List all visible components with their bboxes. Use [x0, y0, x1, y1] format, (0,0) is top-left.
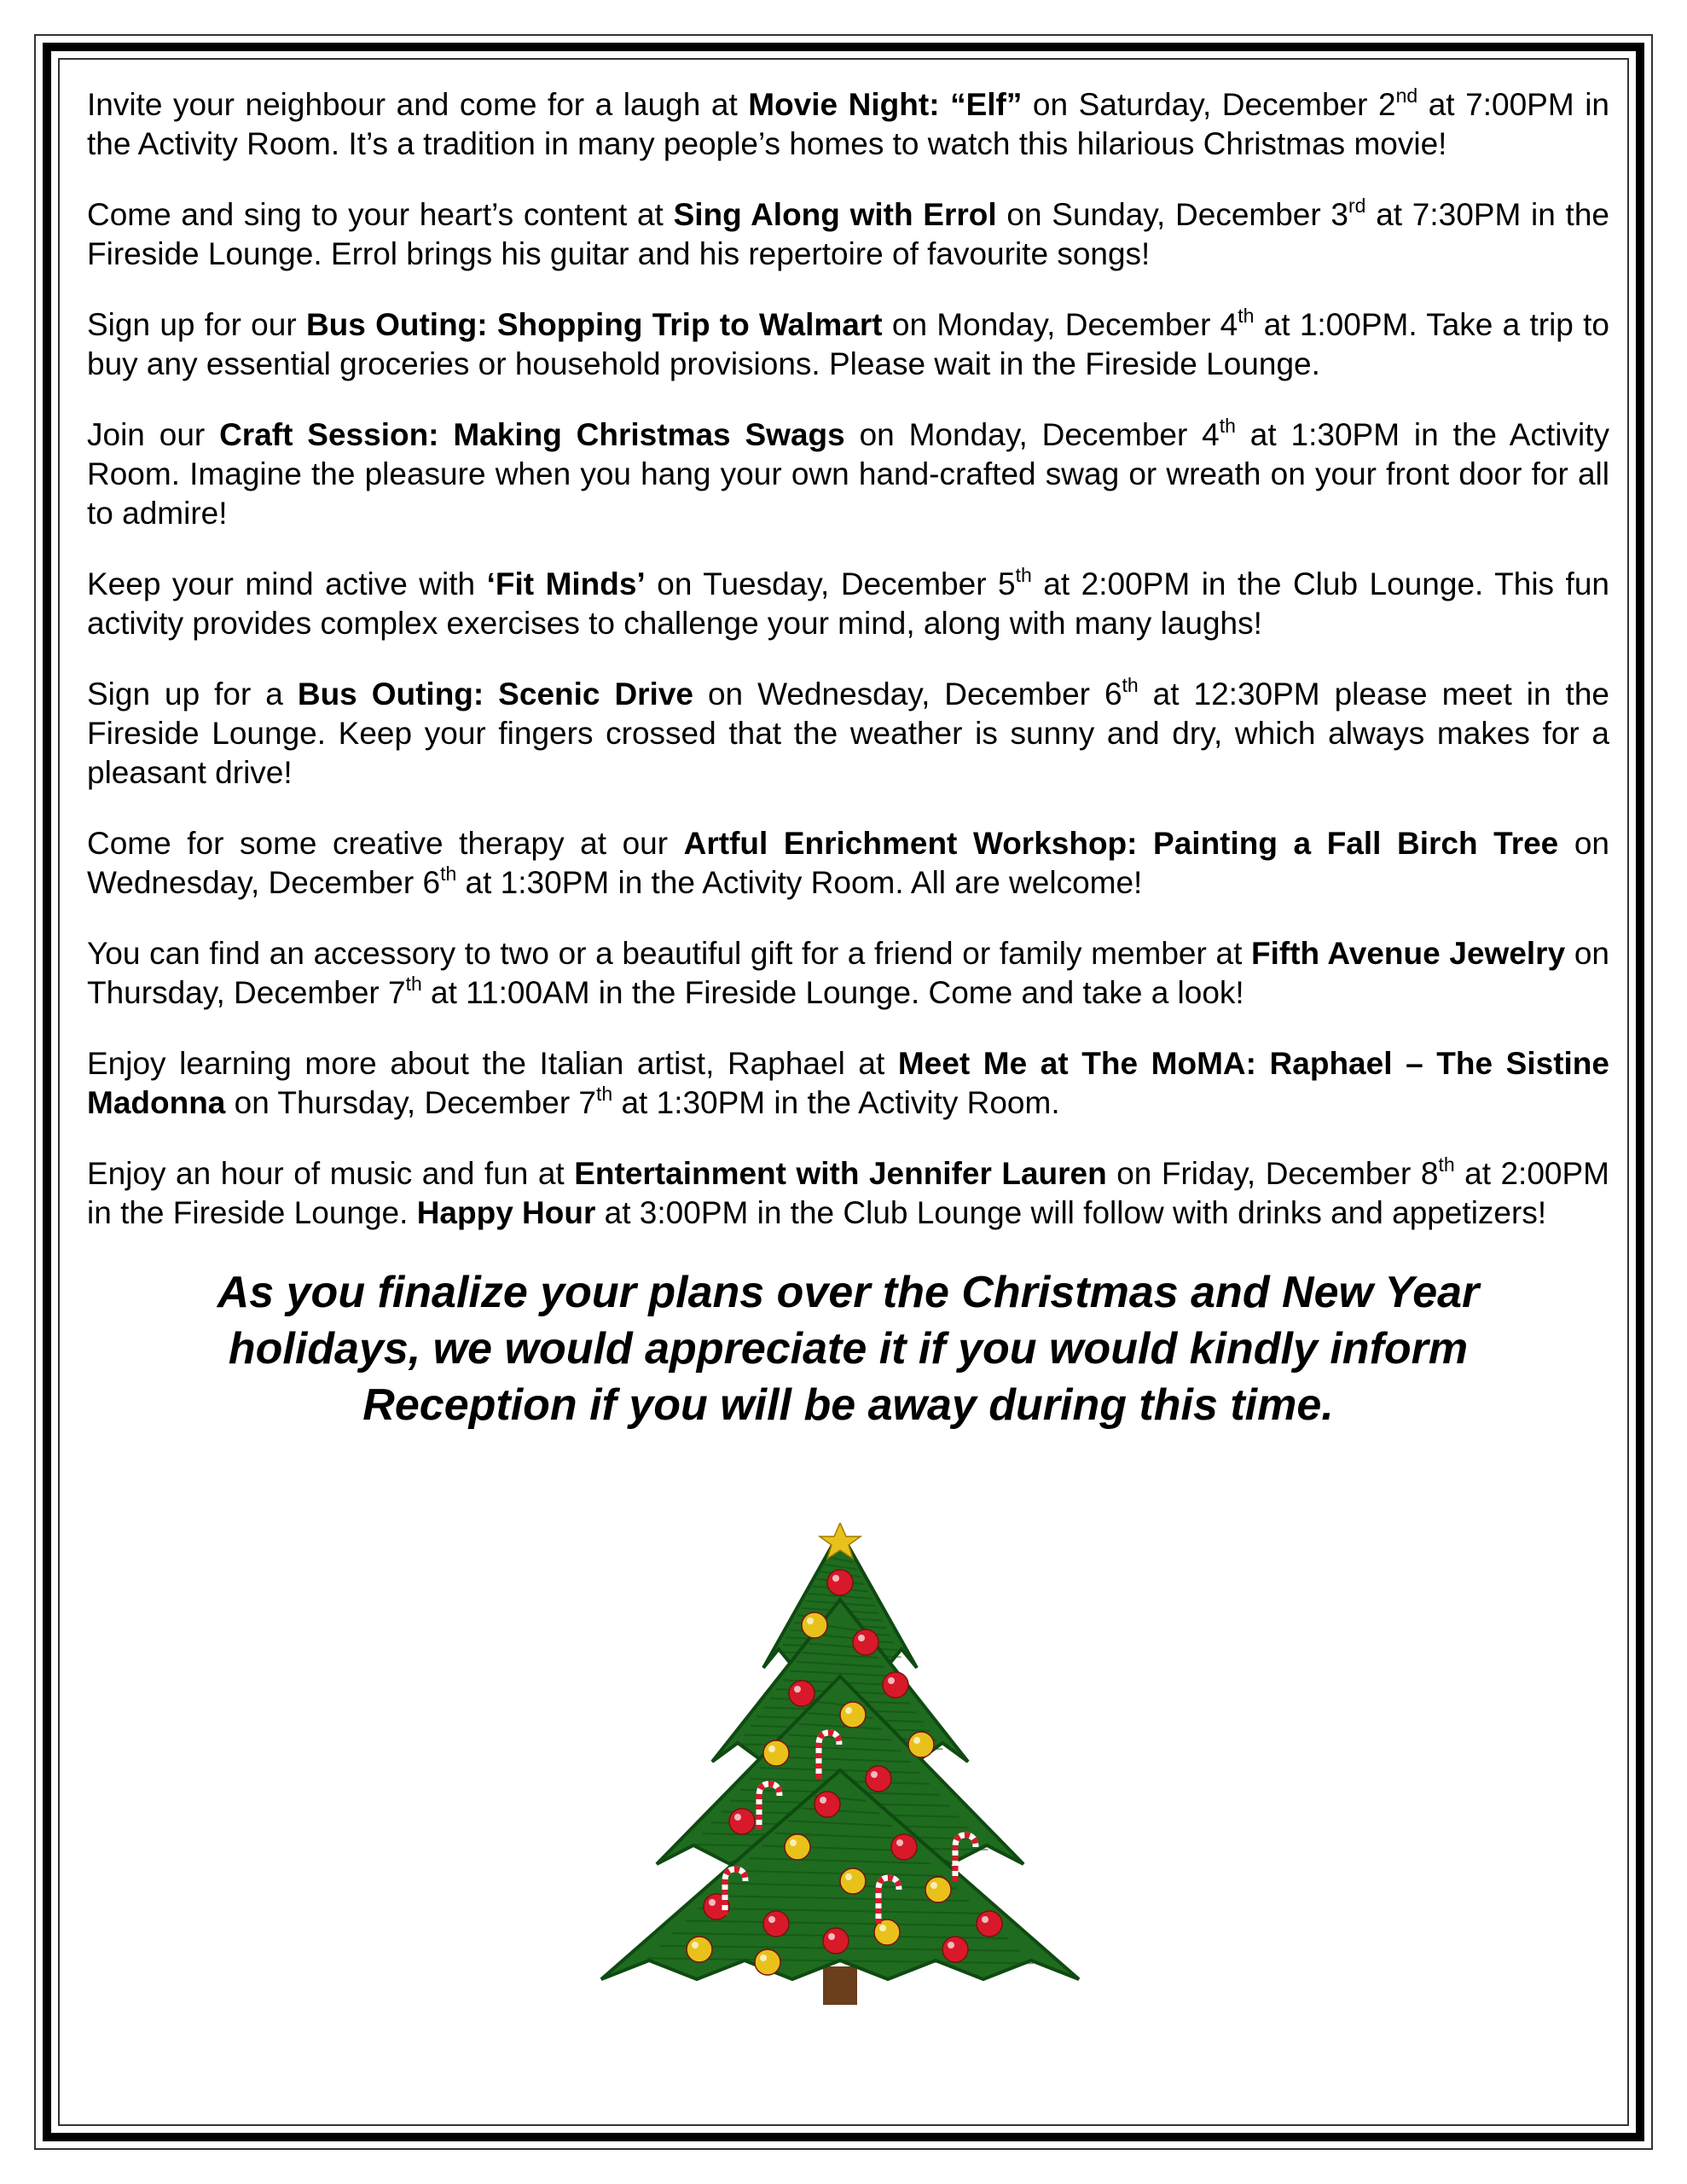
- ornament-ball: [802, 1612, 827, 1638]
- event-text: on Tuesday, December 5: [645, 566, 1016, 601]
- ornament-highlight: [790, 1839, 797, 1846]
- event-text: on Wednesday, December 6: [693, 677, 1122, 712]
- ornament-ball: [891, 1834, 917, 1860]
- event-title: Artful Enrichment Workshop: Painting a Fall Birch Tree: [683, 826, 1559, 861]
- notice-line-2: holidays, we would appreciate it if you would kindly inform: [228, 1324, 1469, 1374]
- event-text: on Sunday, December 3: [996, 197, 1349, 232]
- event-title: Movie Night: “Elf”: [748, 87, 1023, 122]
- date-ordinal-suffix: th: [1238, 304, 1255, 327]
- event-text: at 7:30PM in the Fireside Lounge. Errol brings his guitar and his repertoire of favourite songs!: [87, 197, 1609, 271]
- ornament-ball: [840, 1702, 866, 1728]
- ornament-ball: [977, 1911, 1002, 1937]
- event-text: at 2:00PM in the Fireside Lounge.: [87, 1156, 1609, 1230]
- event-title: Fifth Avenue Jewelry: [1251, 936, 1566, 971]
- event-paragraph: [87, 824, 1609, 903]
- ornament-ball: [942, 1937, 968, 1962]
- event-text: at 1:00PM. Take a trip to buy any essential groceries or household provisions. Please wait in the Fireside Lounge.: [87, 307, 1610, 381]
- ornament-highlight: [930, 1882, 937, 1889]
- event-text: at 12:30PM please meet in the Fireside Lounge. Keep your fingers crossed that the weather is sunny and dry, which always makes for a pleasant drive!: [87, 677, 1609, 790]
- event-text: on Wednesday, December 6: [87, 826, 1609, 900]
- ornament-highlight: [913, 1737, 920, 1744]
- event-title: Bus Outing: Scenic Drive: [297, 677, 693, 712]
- event-paragraph: [87, 934, 1609, 1013]
- event-text: Enjoy learning more about the Italian artist, Raphael at: [87, 1046, 898, 1081]
- ornament-highlight: [768, 1916, 775, 1923]
- event-text: at 1:30PM in the Activity Room. Imagine the pleasure when you hang your own hand-crafted swag or wreath on your front door for all to admire!: [87, 417, 1609, 531]
- ornament-ball: [789, 1681, 815, 1706]
- newsletter-content: [87, 85, 1609, 1433]
- event-text: Sign up for a: [87, 677, 298, 712]
- event-text: on Friday, December 8: [1106, 1156, 1439, 1191]
- ornament-highlight: [858, 1635, 865, 1641]
- event-text: on Thursday, December 7: [87, 936, 1609, 1010]
- ornament-ball: [687, 1937, 712, 1962]
- event-text: at 1:30PM in the Activity Room.: [612, 1085, 1060, 1120]
- ornament-highlight: [692, 1942, 699, 1949]
- event-text: at 1:30PM in the Activity Room. All are welcome!: [456, 865, 1143, 900]
- date-ordinal-suffix: th: [440, 862, 457, 885]
- ornament-highlight: [807, 1618, 814, 1624]
- ornament-ball: [815, 1792, 840, 1817]
- event-text: You can find an accessory to two or a beautiful gift for a friend or family member at: [87, 936, 1252, 971]
- date-ordinal-suffix: th: [405, 972, 422, 995]
- ornament-ball: [823, 1928, 849, 1954]
- ornament-highlight: [888, 1677, 895, 1684]
- ornament-highlight: [820, 1797, 826, 1804]
- date-ordinal-suffix: th: [1015, 563, 1032, 586]
- ornament-ball: [729, 1809, 755, 1834]
- event-title: Meet Me at The MoMA: Raphael – The Sistine Madonna: [87, 1046, 1609, 1120]
- ornament-highlight: [709, 1899, 716, 1906]
- event-text: at 3:00PM in the Club Lounge will follow with drinks and appetizers!: [595, 1195, 1547, 1230]
- ornament-ball: [925, 1877, 951, 1902]
- event-text: Come and sing to your heart’s content at: [87, 197, 674, 232]
- ornament-ball: [908, 1732, 934, 1757]
- event-title: ‘Fit Minds’: [486, 566, 646, 601]
- date-ordinal-suffix: nd: [1395, 84, 1418, 107]
- date-ordinal-suffix: th: [596, 1082, 613, 1105]
- ornament-highlight: [832, 1575, 839, 1582]
- ornament-highlight: [845, 1707, 852, 1714]
- notice-line-3: Reception if you will be away during this time.: [362, 1380, 1334, 1430]
- ornament-highlight: [948, 1942, 954, 1949]
- event-title: Happy Hour: [416, 1195, 596, 1230]
- holiday-notice: [87, 1264, 1609, 1433]
- event-text: Invite your neighbour and come for a laugh at: [87, 87, 749, 122]
- date-ordinal-suffix: rd: [1348, 194, 1366, 217]
- ornament-highlight: [845, 1873, 852, 1880]
- tree-trunk: [823, 1966, 857, 2005]
- ornament-ball: [763, 1911, 789, 1937]
- date-ordinal-suffix: th: [1219, 414, 1236, 437]
- event-paragraph: [87, 415, 1609, 533]
- event-text: at 2:00PM in the Club Lounge. This fun activity provides complex exercises to challenge your mind, along with many laughs!: [87, 566, 1609, 641]
- event-text: on Saturday, December 2: [1022, 87, 1396, 122]
- date-ordinal-suffix: th: [1122, 673, 1139, 696]
- ornament-ball: [853, 1629, 878, 1655]
- ornament-ball: [785, 1834, 810, 1860]
- event-title: Craft Session: Making Christmas Swags: [219, 417, 845, 452]
- ornament-ball: [866, 1766, 891, 1792]
- ornament-highlight: [768, 1745, 775, 1752]
- ornament-ball: [883, 1672, 908, 1698]
- event-text: Join our: [87, 417, 220, 452]
- event-text: Keep your mind active with: [87, 566, 487, 601]
- event-paragraph: [87, 1044, 1609, 1123]
- event-title: Sing Along with Errol: [673, 197, 997, 232]
- ornament-highlight: [871, 1771, 878, 1778]
- event-text: on Monday, December 4: [882, 307, 1238, 342]
- event-text: Enjoy an hour of music and fun at: [87, 1156, 575, 1191]
- event-text: Come for some creative therapy at our: [87, 826, 684, 861]
- ornament-highlight: [982, 1916, 988, 1923]
- event-text: at 7:00PM in the Activity Room. It’s a tradition in many people’s homes to watch this hilarious Christmas movie!: [87, 87, 1609, 161]
- event-paragraph: [87, 195, 1609, 274]
- event-paragraph: [87, 565, 1609, 643]
- event-title: Bus Outing: Shopping Trip to Walmart: [305, 307, 883, 342]
- event-text: on Monday, December 4: [844, 417, 1220, 452]
- christmas-tree-illustration: [597, 1523, 1083, 2018]
- date-ordinal-suffix: th: [1438, 1153, 1455, 1176]
- ornament-ball: [840, 1868, 866, 1894]
- event-paragraph: [87, 85, 1609, 164]
- event-paragraph: [87, 1154, 1609, 1233]
- events-list: [87, 85, 1609, 1233]
- event-paragraph: [87, 675, 1609, 793]
- ornament-highlight: [879, 1925, 886, 1931]
- event-title: Entertainment with Jennifer Lauren: [574, 1156, 1107, 1191]
- ornament-highlight: [794, 1686, 801, 1693]
- ornament-highlight: [828, 1933, 835, 1940]
- event-paragraph: [87, 305, 1609, 384]
- event-text: at 11:00AM in the Fireside Lounge. Come and take a look!: [421, 975, 1244, 1010]
- ornament-ball: [755, 1949, 780, 1975]
- ornament-highlight: [760, 1955, 767, 1961]
- ornament-highlight: [896, 1839, 903, 1846]
- ornament-highlight: [734, 1814, 741, 1821]
- ornament-ball: [763, 1740, 789, 1766]
- notice-line-1: As you finalize your plans over the Christmas and New Year: [217, 1268, 1480, 1317]
- ornament-ball: [827, 1570, 853, 1595]
- event-text: Sign up for our: [87, 307, 306, 342]
- event-text: on Thursday, December 7: [225, 1085, 597, 1120]
